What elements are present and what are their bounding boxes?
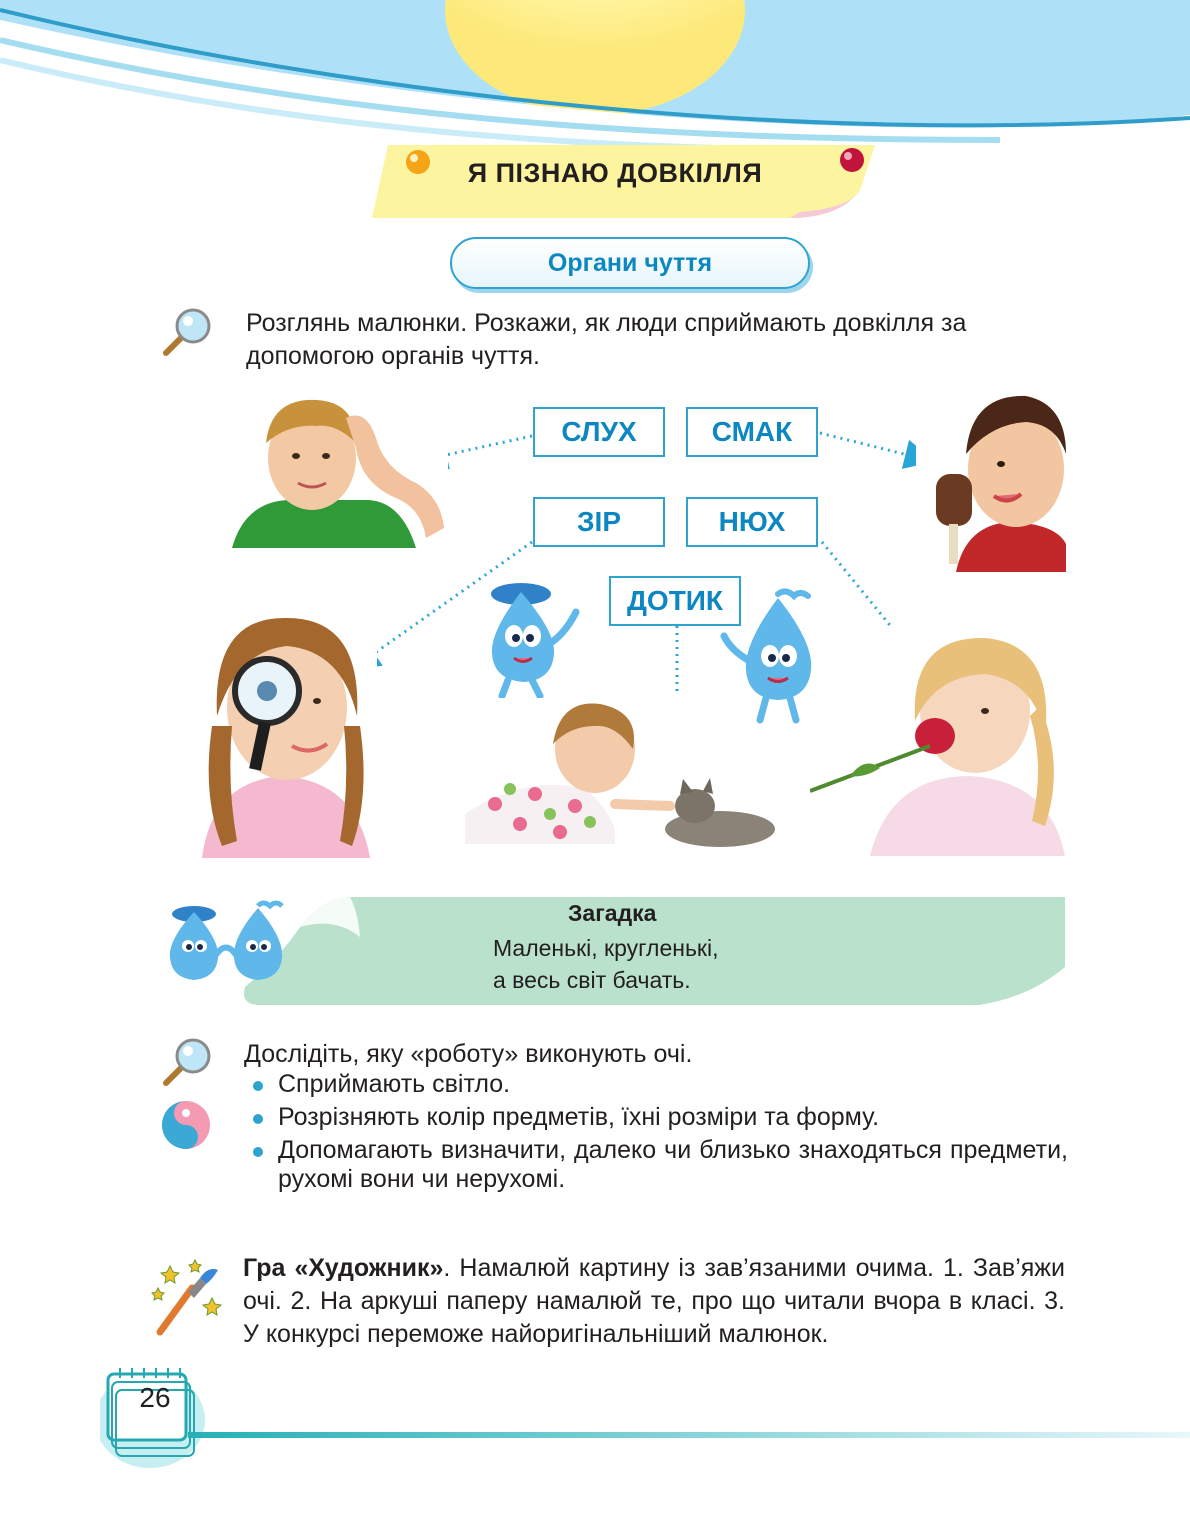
page-number: 26 xyxy=(139,1382,171,1413)
game-title: Гра «Художник» xyxy=(243,1254,444,1282)
footer-decoration xyxy=(100,1360,1190,1470)
droplet-mascot-left xyxy=(466,572,592,698)
photo-boy-listening xyxy=(226,388,448,548)
riddle-line-1: Маленькі, кругленькі, xyxy=(493,935,719,961)
list-item: Допомагають визначити, далеко чи близько знаходяться предмети, рухомі вони чи нерухомі. xyxy=(248,1136,1068,1194)
paintbrush-stars-icon xyxy=(150,1258,226,1338)
research-list xyxy=(248,1070,1068,1198)
research-intro: Дослідіть, яку «роботу» виконують очі. xyxy=(244,1040,693,1068)
droplet-mascots-pair xyxy=(158,900,298,990)
yin-yang-icon xyxy=(158,1100,214,1150)
page-title: Я ПІЗНАЮ ДОВКІЛЛЯ xyxy=(467,158,763,188)
intro-text: Розглянь малюнки. Розкажи, як люди сприймають довкілля за допомогою органів чуття. xyxy=(246,309,967,370)
photo-girl-magnifier xyxy=(192,596,377,858)
sense-taste: СМАК xyxy=(686,407,818,457)
sense-smell: НЮХ xyxy=(686,497,818,547)
game-text: . Намалюй картину із зав’язаними очима. 1. Зав’яжи очі. 2. На аркуші паперу намалюй те, про що читали вчора в класі. 3. У конкурсі переможе найоригінальніший малюнок. xyxy=(243,1254,1065,1348)
arrow-taste xyxy=(820,433,920,458)
riddle-title: Загадка xyxy=(568,900,657,926)
sense-hearing: СЛУХ xyxy=(533,407,665,457)
magnifier-icon xyxy=(158,1035,214,1090)
section-subtitle: Органи чуття xyxy=(450,237,810,289)
photo-boy-icecream xyxy=(916,374,1066,572)
list-item: Розрізняють колір предметів, їхні розміри та форму. xyxy=(248,1103,1068,1132)
droplet-mascot-right xyxy=(716,588,831,728)
sense-sight: ЗІР xyxy=(533,497,665,547)
photo-girl-rose xyxy=(810,626,1070,856)
game-paragraph xyxy=(243,1252,1065,1351)
list-item: Сприймають світло. xyxy=(248,1070,1068,1099)
sense-touch: ДОТИК xyxy=(609,576,741,626)
riddle-line-2: а весь світ бачать. xyxy=(493,967,691,993)
